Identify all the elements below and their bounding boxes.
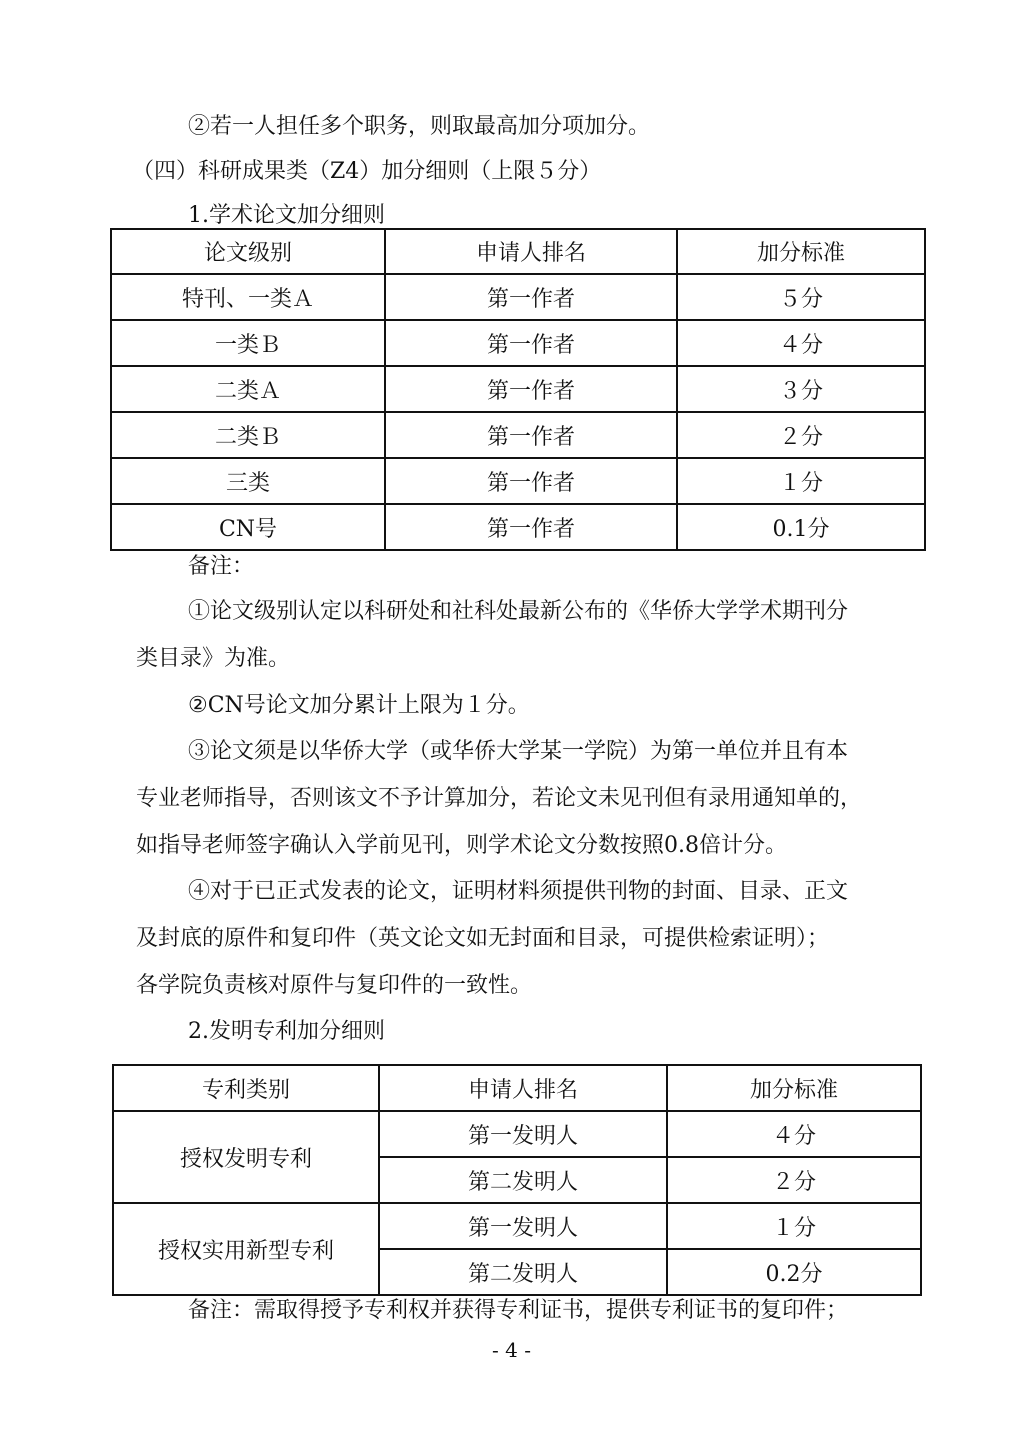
table-row	[111, 458, 925, 504]
patents-heading: 2.发明专利加分细则	[188, 1019, 385, 1044]
table-cell: 二类Ａ	[111, 366, 385, 412]
table-cell: 三类	[111, 458, 385, 504]
table-cell: 第二发明人	[379, 1249, 667, 1295]
table-cell: ２分	[667, 1157, 921, 1203]
table-cell: 二类Ｂ	[111, 412, 385, 458]
table-cell: 第一作者	[385, 412, 677, 458]
table-cell: 第一作者	[385, 504, 677, 550]
table-row	[113, 1203, 921, 1249]
table-cell: 第二发明人	[379, 1157, 667, 1203]
column-header: 申请人排名	[385, 229, 677, 274]
note-line: 如指导老师签字确认入学前见刊，则学术论文分数按照0.8倍计分。	[136, 833, 787, 858]
note-line: ④对于已正式发表的论文，证明材料须提供刊物的封面、目录、正文	[188, 879, 849, 904]
table-cell: 特刊、一类Ａ	[111, 274, 385, 320]
table-cell: 第一作者	[385, 320, 677, 366]
papers-table	[110, 228, 926, 551]
column-header: 专利类别	[113, 1065, 379, 1111]
note-line: 类目录》为准。	[136, 646, 291, 671]
table-row	[111, 412, 925, 458]
table-cell: 一类Ｂ	[111, 320, 385, 366]
patents-table	[112, 1064, 922, 1296]
note-line: ②CN号论文加分累计上限为１分。	[188, 693, 530, 718]
table-cell: CN号	[111, 504, 385, 550]
column-header: 申请人排名	[379, 1065, 667, 1111]
table-row	[111, 366, 925, 412]
note-line: ③论文须是以华侨大学（或华侨大学某一学院）为第一单位并且有本	[188, 739, 849, 764]
note-line: 及封底的原件和复印件（英文论文如无封面和目录，可提供检索证明）；	[136, 926, 830, 951]
section-heading: （四）科研成果类（Z4）加分细则（上限５分）	[132, 159, 602, 184]
table-cell: 第一作者	[385, 274, 677, 320]
table-cell: 0.1分	[677, 504, 925, 550]
column-header: 加分标准	[677, 229, 925, 274]
page-number: - 4 -	[492, 1338, 531, 1362]
table-cell: 第一作者	[385, 366, 677, 412]
table-row	[111, 504, 925, 550]
table-cell: ２分	[677, 412, 925, 458]
papers-heading: 1.学术论文加分细则	[188, 203, 385, 228]
table-cell: ４分	[677, 320, 925, 366]
table-row	[113, 1111, 921, 1157]
table-header-row	[113, 1065, 921, 1111]
patent-category-cell: 授权实用新型专利	[113, 1203, 379, 1295]
column-header: 加分标准	[667, 1065, 921, 1111]
table-cell: 第一发明人	[379, 1203, 667, 1249]
table-cell: １分	[667, 1203, 921, 1249]
patents-note: 备注：需取得授予专利权并获得专利证书，提供专利证书的复印件；	[188, 1298, 849, 1323]
table-cell: １分	[677, 458, 925, 504]
patent-category-cell: 授权发明专利	[113, 1111, 379, 1203]
table-cell: ５分	[677, 274, 925, 320]
table-cell: 0.2分	[667, 1249, 921, 1295]
intro-line: ②若一人担任多个职务，则取最高加分项加分。	[188, 114, 651, 139]
table-cell: ３分	[677, 366, 925, 412]
column-header: 论文级别	[111, 229, 385, 274]
table-cell: 第一作者	[385, 458, 677, 504]
table-cell: 第一发明人	[379, 1111, 667, 1157]
note-line: 专业老师指导，否则该文不予计算加分，若论文未见刊但有录用通知单的，	[136, 786, 863, 811]
table-header-row	[111, 229, 925, 274]
table-cell: ４分	[667, 1111, 921, 1157]
notes-label: 备注：	[188, 554, 255, 579]
table-row	[111, 320, 925, 366]
table-row	[111, 274, 925, 320]
note-line: ①论文级别认定以科研处和社科处最新公布的《华侨大学学术期刊分	[188, 599, 849, 624]
note-line: 各学院负责核对原件与复印件的一致性。	[136, 973, 533, 998]
